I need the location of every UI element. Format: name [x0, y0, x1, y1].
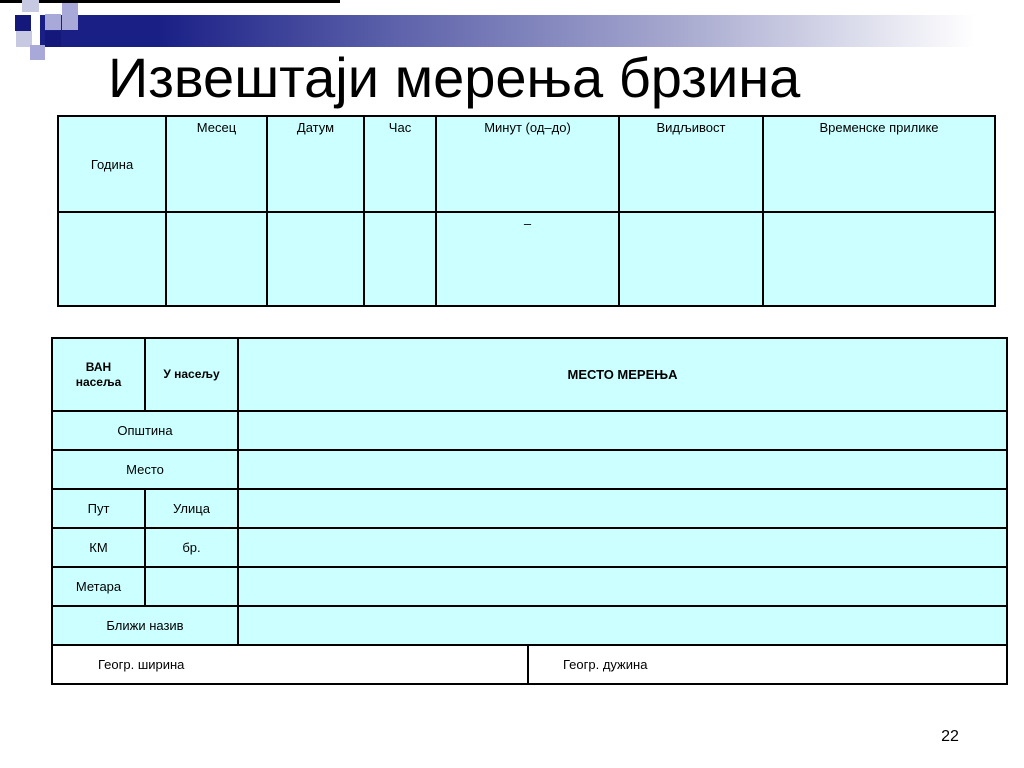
date-header: Датум — [267, 116, 364, 212]
decorative-square — [22, 0, 39, 12]
table-row — [52, 411, 1007, 450]
table-row — [52, 606, 1007, 645]
municipality-value[interactable] — [238, 411, 1007, 450]
km-number-value[interactable] — [238, 528, 1007, 567]
decorative-top-line — [0, 0, 340, 3]
meters-label: Метара — [52, 567, 145, 606]
street-label: Улица — [145, 489, 238, 528]
date-cell[interactable] — [267, 212, 364, 306]
place-label: Место — [52, 450, 238, 489]
road-label: Пут — [52, 489, 145, 528]
in-settlement-header: У насељу — [145, 338, 238, 411]
place-value[interactable] — [238, 450, 1007, 489]
visibility-cell[interactable] — [619, 212, 763, 306]
year-header: Година — [58, 116, 166, 212]
km-label: КМ — [52, 528, 145, 567]
minute-range-cell[interactable]: – — [436, 212, 619, 306]
table-row — [52, 645, 1007, 684]
table-data-row — [58, 212, 995, 306]
page-number: 22 — [941, 728, 959, 745]
decorative-gradient-bar — [40, 15, 1024, 47]
outside-settlement-header: ВАН насеља — [52, 338, 145, 411]
table-header-row — [58, 116, 995, 212]
latitude-label: Геогр. ширина — [98, 657, 185, 672]
latitude-cell[interactable] — [52, 645, 528, 684]
year-cell[interactable] — [58, 212, 166, 306]
measurement-place-header: МЕСТО МЕРЕЊА — [238, 338, 1007, 411]
closer-name-label: Ближи назив — [52, 606, 238, 645]
weather-cell[interactable] — [763, 212, 995, 306]
table-row — [52, 567, 1007, 606]
number-label: бр. — [145, 528, 238, 567]
meters-blank-cell[interactable] — [145, 567, 238, 606]
hour-header: Час — [364, 116, 436, 212]
decorative-square — [45, 14, 61, 30]
slide-title: Извештаји мерења брзина — [108, 46, 801, 109]
decorative-square — [30, 45, 45, 60]
visibility-header: Видљивост — [619, 116, 763, 212]
measurement-time-table — [57, 115, 996, 307]
measurement-location-table — [51, 337, 1008, 685]
decorative-square — [62, 14, 78, 30]
municipality-label: Општина — [52, 411, 238, 450]
closer-name-value[interactable] — [238, 606, 1007, 645]
meters-value[interactable] — [238, 567, 1007, 606]
weather-header: Временске прилике — [763, 116, 995, 212]
month-header: Месец — [166, 116, 267, 212]
hour-cell[interactable] — [364, 212, 436, 306]
decorative-square — [45, 31, 61, 47]
longitude-cell[interactable] — [528, 645, 1007, 684]
minute-range-header: Минут (од–до) — [436, 116, 619, 212]
month-cell[interactable] — [166, 212, 267, 306]
longitude-label: Геогр. дужина — [563, 657, 648, 672]
table-row — [52, 450, 1007, 489]
table-row — [52, 528, 1007, 567]
road-street-value[interactable] — [238, 489, 1007, 528]
decorative-square — [15, 15, 31, 31]
table-row — [52, 489, 1007, 528]
table-row — [52, 338, 1007, 411]
